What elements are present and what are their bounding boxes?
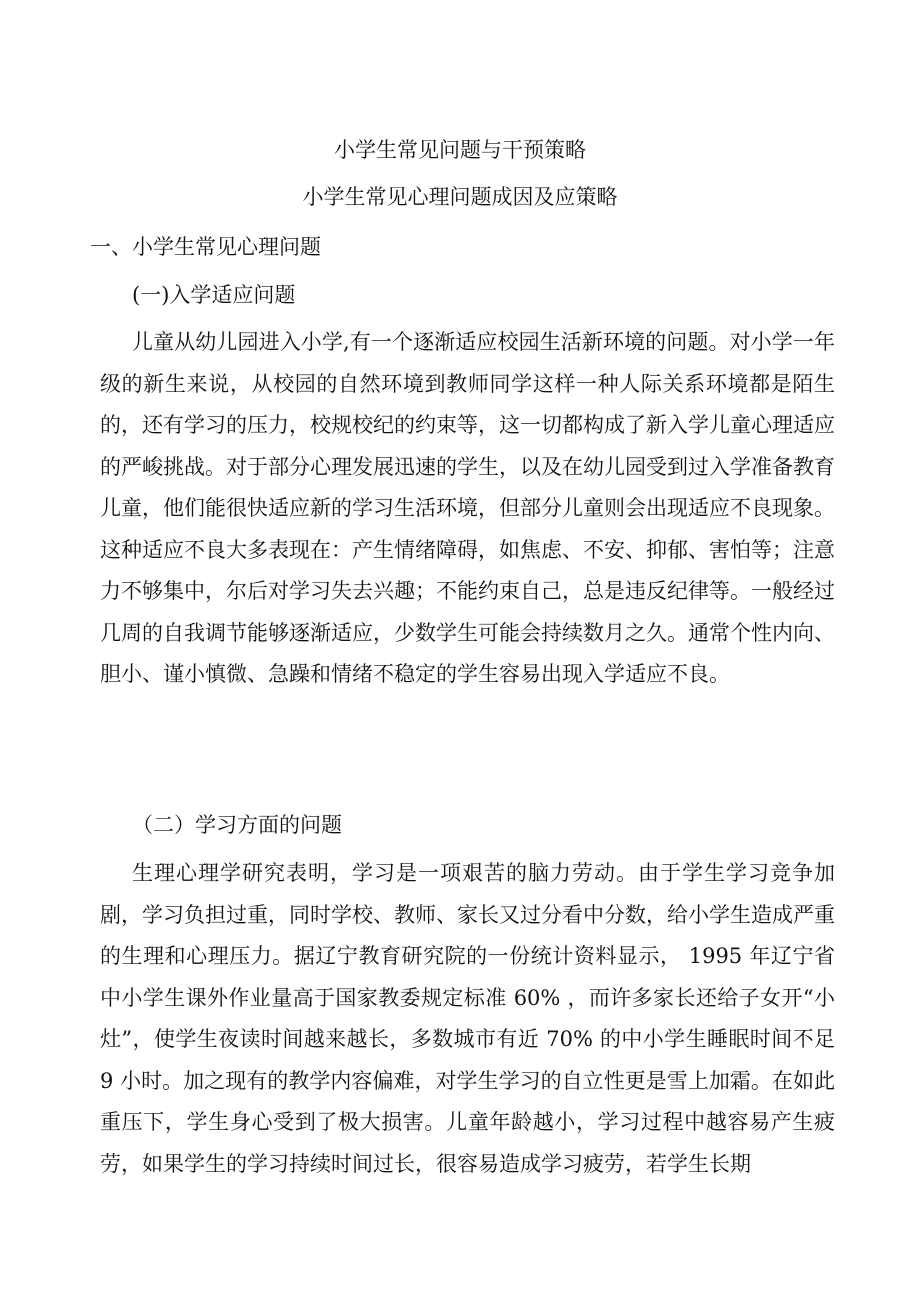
document-subtitle: 小学生常见心理问题成因及应策略 [302, 185, 618, 209]
section-heading-1: 一、小学生常见心理问题 [90, 235, 321, 259]
paragraph-learning: 生理心理学研究表明，学习是一项艰苦的脑力劳动。由于学生学习竞争加剧，学习负担过重，同时学校、教师、家长又过分看中分数，给小学生造成严重的生理和心理压力。据辽宁教育研究院的一份统计资料显示， 1995 年辽宁省中小学生课外作业量高于国家教委规定标准 60% ，而许多家长还给子女开“小灶”，使学生夜读时间越来越长，多数城市有近 70% 的中小学生睡眠时间不足 9 小时。加之现有的教学内容偏难，对学生学习的自立性更是雪上加霜。在如此重压下，学生身心受到了极大损害。儿童年龄越小，学习过程中越容易产生疲劳，如果学生的学习持续时间过长，很容易造成学习疲劳，若学生长期 [100, 861, 835, 1176]
paragraph-adjustment: 儿童从幼儿园进入小学,有一个逐渐适应校园生活新环境的问题。对小学一年级的新生来说，从校园的自然环境到教师同学这样一种人际关系环境都是陌生的，还有学习的压力，校规校纪的约束等，这一切都构成了新入学儿童心理适应的严峻挑战。对于部分心理发展迅速的学生，以及在幼儿园受到过入学准备教育儿童，他们能很快适应新的学习生活环境，但部分儿童则会出现适应不良现象。这种适应不良大多表现在：产生情绪障碍，如焦虑、不安、抑郁、害怕等；注意力不够集中，尔后对学习失去兴趣；不能约束自己，总是违反纪律等。一般经过几周的自我调节能够逐渐适应，少数学生可能会持续数月之久。通常个性内向、胆小、谨小慎微、急躁和情绪不稳定的学生容易出现入学适应不良。 [100, 330, 835, 686]
subsection-heading-1: (一)入学适应问题 [132, 283, 296, 307]
subsection-heading-2: （二）学习方面的问题 [132, 813, 342, 837]
document-title: 小学生常见问题与干预策略 [334, 138, 586, 162]
